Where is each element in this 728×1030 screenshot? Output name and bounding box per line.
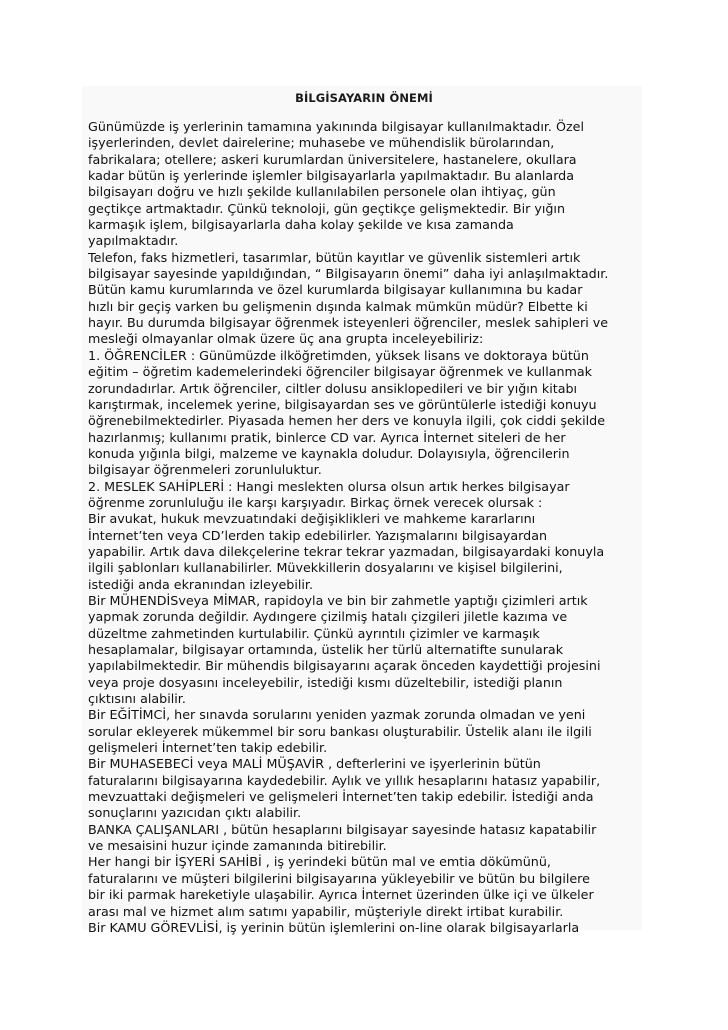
text-line: fabrikalara; otellere; askeri kurumlardan üniversitelere, hastanelere, okullara [88,151,577,167]
text-line: konuda yığınla bilgi, malzeme ve kaynakla doludur. Dolayısıyla, öğrencilerin [88,445,570,461]
text-line: ve mesaisini huzur içinde zamanında bitirebilir. [88,838,387,854]
text-line: kadar bütün iş yerlerinde işlemler bilgisayarlarla yapılmaktadır. Bu alanlarda [88,168,575,184]
text-line: hesaplamalar, bilgisayar ortamında, üstelik her türlü alternatifte sunularak [88,642,564,657]
text-line: istediği anda ekranından izleyebilir. [88,576,313,592]
text-line: eğitim – öğretim kademelerindeki öğrenciler bilgisayar öğrenmek ve kullanmak [88,364,593,380]
text-line: yapabilir. Artık dava dilekçelerine tekrar tekrar yazmadan, bilgisayardaki konuyla [88,543,605,559]
text-line: İnternet’ten veya CD’lerden takip edebilirler. Yazışmalarını bilgisayardan [88,527,548,543]
text-line: sonuçlarını yazıcıdan çıktı alabilir. [88,805,302,821]
text-line: karmaşık işlem, bilgisayarlarla daha kolay şekilde ve kısa zamanda [88,217,514,233]
text-line: bilgisayarı doğru ve hızlı şekilde kullanılabilen personele olan ihtiyaç, gün [88,184,556,200]
text-line: Bir KAMU GÖREVLİSİ, iş yerinin bütün işlemlerini on-line olarak bilgisayarlarla [88,919,580,935]
text-line: ilgili şablonları kullanabilirler. Müvekkillerin dosyalarını ve kişisel bilgilerini, [88,560,563,576]
text-line: mevzuattaki değişmeleri ve gelişmeleri İnternet’ten takip edebilir. İstediği anda [88,789,594,805]
text-line: zorundadırlar. Artık öğrenciler, ciltler dolusu ansiklopedileri ve bir yığın kitabı [88,380,578,396]
text-line: mesleği olmayanlar olmak üzere üç ana grupta inceleyebiliriz: [88,331,484,347]
text-line: BANKA ÇALIŞANLARI , bütün hesaplarını bilgisayar sayesinde hatasız kapatabilir [88,821,597,837]
text-line: arası mal ve hizmet alım satımı yapabilir, müşteriyle direkt irtibat kurabilir. [88,903,564,919]
text-line: sorular ekleyerek mükemmel bir soru bankası oluşturabilir. Üstelik alanı ile ilgili [88,723,592,739]
text-line: Bir MÜHENDİSveya MİMAR, rapidoyla ve bin bir zahmetle yaptığı çizimleri artık [88,592,588,608]
text-line: Bir avukat, hukuk mevzuatındaki değişiklikleri ve mahkeme kararlarını [88,511,536,527]
text-line: Bütün kamu kurumlarında ve özel kurumlarda bilgisayar kullanımına bu kadar [88,282,583,298]
text-line: yapılabilmektedir. Bir mühendis bilgisayarını açarak önceden kaydettiği projesini [88,658,601,674]
text-line: hayır. Bu durumda bilgisayar öğrenmek isteyenleri öğrenciler, meslek sahipleri ve [88,315,609,331]
text-line: düzeltme zahmetinden kurtulabilir. Çünkü ayrıntılı çizimler ve karmaşık [88,625,540,641]
document-body [88,119,648,936]
text-line: Telefon, faks hizmetleri, tasarımlar, bütün kayıtlar ve güvenlik sistemleri artık [88,249,581,265]
text-line: Her hangi bir İŞYERİ SAHİBİ , iş yerindeki bütün mal ve emtia dökümünü, [88,854,551,870]
text-line: bilgisayar öğrenmeleri zorunluluktur. [88,462,322,478]
text-line: bilgisayar sayesinde yapıldığından, “ Bilgisayarın önemi” daha iyi anlaşılmaktadır. [88,266,609,282]
text-line: öğrenme zorunluluğu ile karşı karşıyadır. Birkaç örnek verecek olursak : [88,494,543,510]
text-line: yapılmaktadır. [88,233,179,249]
document-title: BİLGİSAYARIN ÖNEMİ [295,91,433,105]
text-line: geçtikçe artmaktadır. Çünkü teknoloji, gün geçtikçe gelişmektedir. Bir yığın [88,200,565,216]
text-line: Günümüzde iş yerlerinin tamamına yakınında bilgisayar kullanılmaktadır. Özel [88,119,584,134]
text-line: veya proje dosyasını inceleyebilir, istediği kısmı düzeltebilir, istediği planın [88,674,563,690]
text-line: gelişmeleri İnternet’ten takip edebilir. [88,740,328,756]
text-line: çıktısını alabilir. [88,691,186,707]
text-line: Bir EĞİTİMCİ, her sınavda sorularını yeniden yazmak zorunda olmadan ve yeni [88,707,586,723]
text-line: yapmak zorunda değildir. Aydıngere çizilmiş hatalı çizgileri jiletle kazıma ve [88,609,568,625]
text-line: faturalarını ve müşteri bilgilerini bilgisayarına yükleyebilir ve bütün bu bilgilere [88,870,590,886]
text-line: bir iki parmak hareketiyle ulaşabilir. Ayrıca İnternet üzerinden ülke içi ve ülkeler [88,887,594,903]
text-line: işyerlerinden, devlet dairelerine; muhasebe ve mühendislik bürolarından, [88,135,555,151]
text-line: öğrenebilmektedirler. Piyasada hemen her ders ve konuyla ilgili, çok ciddi şekilde [88,413,606,429]
text-line: hızlı bir geçiş varken bu gelişmenin dışında kalmak mümkün müdür? Elbette ki [88,298,588,314]
text-line: faturalarını bilgisayarına kaydedebilir. Aylık ve yıllık hesaplarını hatasız yapabilir, [88,772,601,788]
text-line: hazırlanmış; kullanımı pratik, binlerce CD var. Ayrıca İnternet siteleri de her [88,429,566,445]
text-line: karıştırmak, incelemek yerine, bilgisayardan ses ve görüntülerle istediği konuyu [88,396,597,412]
text-line: 2. MESLEK SAHİPLERİ : Hangi meslekten olursa olsun artık herkes bilgisayar [88,478,570,494]
text-line: 1. ÖĞRENCİLER : Günümüzde ilköğretimden, yüksek lisans ve doktoraya bütün [88,347,589,363]
text-line: Bir MUHASEBECİ veya MALİ MÜŞAVİR , defterlerini ve işyerlerinin bütün [88,756,541,772]
